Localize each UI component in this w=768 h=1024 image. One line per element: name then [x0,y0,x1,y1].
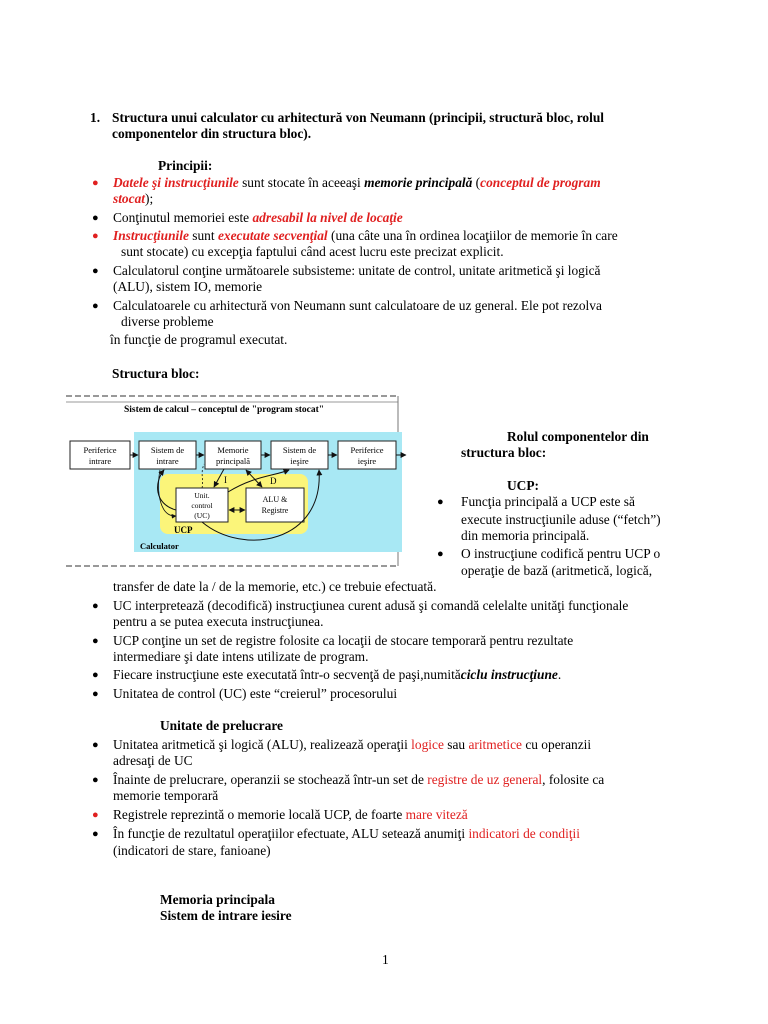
principii-bullet-1: Datele şi instrucţiunile sunt stocate în aceeaşi memorie principală (conceptul de program [113,175,601,190]
principii-bullet-5: Calculatoarele cu arhitectură von Neumann sunt calculatoare de uz general. Ele pot rezolva [113,298,602,313]
bullet-icon: ● [92,774,99,786]
svg-text:control: control [191,501,213,510]
bullet-icon: ● [92,828,99,840]
bullet-icon: ● [437,548,444,560]
prelucrare-bullet-4-cont: (indicatori de stare, fanioane) [113,843,271,858]
bullet-icon: ● [92,635,99,647]
ucp-bullet-3: Fiecare instrucţiune este executată într-o secvenţă de paşi,numităciclu instrucţiune. [113,667,562,682]
prelucrare-bullet-1-cont: adresaţi de UC [113,753,193,768]
heading-line-1: Structura unui calculator cu arhitectură von Neumann (principii, structură bloc, rolul [112,110,604,125]
rol-bullet-1-l2: execute instrucţiunile aduse (“fetch”) [461,512,661,527]
prelucrare-bullet-2: Înainte de prelucrare, operanzii se stochează într-un set de registre de uz general, folosite ca [113,772,605,787]
ucp-bullet-2-l2: intermediare şi date intens utilizate de program. [113,649,369,664]
ucp-bullet-4: Unitatea de control (UC) este “creierul” procesorului [113,686,398,701]
svg-text:ieşire: ieşire [290,456,309,466]
svg-text:Sistem de: Sistem de [150,445,185,455]
bullet-icon: ● [92,669,99,681]
principii-bullet-3: Instrucţiunile sunt executate secvenţial (una câte una în ordinea locaţiilor de memorie în care [113,228,618,243]
prelucrare-bullet-3: Registrele reprezintă o memorie locală UCP, de foarte mare viteză [113,807,468,822]
sistem-iesire-box [271,441,328,469]
ucp-bullet-1-l1: UC interpretează (decodifică) instrucţiunea curent adusă şi comandă celelalte unităţi funcţionale [113,598,629,613]
principii-bullet-1-cont: stocat); [113,191,154,206]
svg-text:ALU &: ALU & [262,495,288,504]
memoria-title: Memoria principala [160,892,275,907]
diagram-title: Sistem de calcul – conceptul de "program stocat" [124,405,325,415]
rol-bullet-2-l2: operaţie de bază (aritmetică, logică, [461,563,653,578]
block-diagram [64,392,410,572]
bullet-icon: ● [437,496,444,508]
principii-bullet-5-cont2: în funcţie de programul executat. [110,332,288,347]
rol-ucp: UCP: [507,478,539,493]
heading-number: 1. [90,110,101,125]
svg-text:Sistem de: Sistem de [282,445,317,455]
rol-title-2: structura bloc: [461,445,547,460]
rol-bullet-1-l1: Funcţia principală a UCP este să [461,494,635,509]
bullet-icon: ● [92,212,99,224]
memorie-principala-box [205,441,261,469]
rol-bullet-1-l3: din memoria principală. [461,528,590,543]
alu-registre-box [246,488,304,522]
ucp-label: UCP [174,525,193,535]
unit-control-box [176,488,228,522]
principii-bullet-4-cont: (ALU), sistem IO, memorie [113,279,263,294]
svg-text:ieşire: ieşire [357,456,377,466]
bullet-icon: ● [92,230,99,242]
principii-bullet-5-cont: diverse probleme [121,314,214,329]
principii-bullet-2: Conţinutul memoriei este adresabil la nivel de locaţie [113,210,403,225]
bullet-icon: ● [92,600,99,612]
label-i: I [224,475,227,485]
label-d: D [270,476,277,486]
rol-title-1: Rolul componentelor din [507,429,649,444]
svg-text:Periferice: Periferice [350,445,384,455]
bullet-icon: ● [92,265,99,277]
bullet-icon: ● [92,688,99,700]
prelucrare-bullet-4: În funcţie de rezultatul operaţiilor efectuate, ALU setează anumiţi indicatori de condiţii [113,826,580,841]
principii-title: Principii: [158,158,213,173]
sistem-io-title: Sistem de intrare iesire [160,908,292,923]
prelucrare-bullet-2-cont: memorie temporară [113,788,219,803]
bullet-icon: ● [92,177,99,189]
structura-title: Structura bloc: [112,366,200,381]
svg-text:Unit.: Unit. [194,491,210,500]
svg-text:intrare: intrare [88,456,112,466]
bullet-icon: ● [92,739,99,751]
svg-text:principală: principală [216,456,250,466]
periferice-intrare-box [70,441,130,469]
rol-bullet-2-l3: transfer de date la / de la memorie, etc.) ce trebuie efectuată. [113,579,437,594]
principii-bullet-3-cont: sunt stocate) cu excepţia faptului când acest lucru este precizat explicit. [121,244,504,259]
page-number: 1 [382,952,389,967]
svg-text:Registre: Registre [261,506,289,515]
calculator-label: Calculator [140,541,179,551]
svg-text:intrare: intrare [156,456,179,466]
ucp-bullet-1-l2: pentru a se putea executa instrucţiunea. [113,614,324,629]
principii-bullet-4: Calculatorul conţine următoarele subsisteme: unitate de control, unitate aritmetică şi logică [113,263,601,278]
svg-text:Memorie: Memorie [217,445,249,455]
periferice-iesire-box [338,441,396,469]
svg-text:Periferice: Periferice [83,445,117,455]
sistem-intrare-box [139,441,196,469]
prelucrare-title: Unitate de prelucrare [160,718,283,733]
rol-bullet-2-l1: O instrucţiune codifică pentru UCP o [461,546,661,561]
bullet-icon: ● [92,300,99,312]
bullet-icon: ● [92,809,99,821]
prelucrare-bullet-1: Unitatea aritmetică şi logică (ALU), realizează operaţii logice sau aritmetice cu operanzii [113,737,592,752]
heading-line-2: componentelor din structura bloc). [112,126,312,141]
svg-text:(UC): (UC) [194,511,210,520]
ucp-bullet-2-l1: UCP conţine un set de registre folosite ca locaţii de stocare temporară pentru rezultate [113,633,574,648]
